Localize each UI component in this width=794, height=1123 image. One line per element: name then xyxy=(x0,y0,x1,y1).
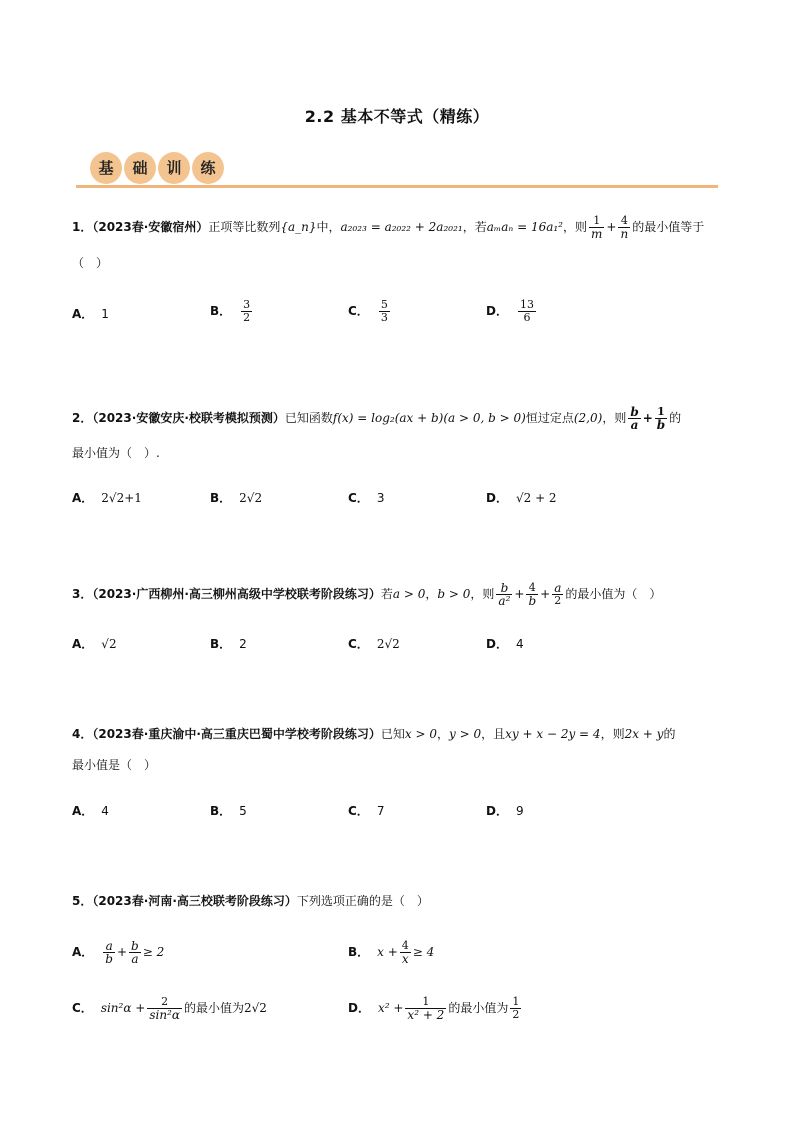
option-value: 7 xyxy=(376,804,385,818)
denominator: b xyxy=(528,594,537,608)
option-key: D． xyxy=(348,1001,370,1015)
numerator: 13 xyxy=(519,298,534,311)
q4-option-d[interactable] xyxy=(486,801,524,821)
q3-option-b[interactable] xyxy=(210,634,247,654)
option-key: D． xyxy=(486,637,508,651)
denominator: 2 xyxy=(243,311,251,324)
numerator: 1 xyxy=(589,215,604,228)
q3-option-d[interactable] xyxy=(486,634,524,654)
option-value: 3 xyxy=(376,491,385,505)
denominator: b xyxy=(105,952,113,966)
fraction xyxy=(552,582,563,607)
math-expr: xy + x − 2y = 4 xyxy=(505,727,601,741)
question-number: 2． xyxy=(72,411,93,425)
fraction xyxy=(589,215,604,240)
numerator: 5 xyxy=(380,298,388,311)
question-source: （2023春·河南·高三校联考阶段练习） xyxy=(92,894,297,908)
question-number: 5． xyxy=(72,894,93,908)
numerator: b xyxy=(131,939,139,953)
question-number: 3． xyxy=(72,587,93,601)
question-text: 中， xyxy=(316,220,341,234)
option-value: 2√2+1 xyxy=(101,491,142,505)
option-key: A． xyxy=(72,637,94,651)
numerator: a xyxy=(103,940,115,953)
q1-option-b[interactable] xyxy=(210,299,254,324)
option-value: 9 xyxy=(515,804,524,818)
option-key: A． xyxy=(72,945,94,959)
numerator: 1 xyxy=(405,996,446,1009)
question-5 xyxy=(72,891,722,911)
denominator: a xyxy=(630,418,639,432)
fraction xyxy=(379,299,390,324)
option-key: C． xyxy=(348,637,369,651)
question-number: 4． xyxy=(72,727,93,741)
fraction xyxy=(655,406,667,431)
numerator: b xyxy=(496,582,512,595)
question-text: 的最小值等于 xyxy=(632,220,705,234)
option-key: B． xyxy=(210,637,232,651)
option-key: C． xyxy=(348,491,369,505)
option-key: D． xyxy=(486,304,508,318)
q3-option-c[interactable] xyxy=(348,634,400,654)
q2-option-b[interactable] xyxy=(210,488,262,508)
fraction xyxy=(241,299,252,324)
q3-option-a[interactable] xyxy=(72,634,117,654)
numerator: 3 xyxy=(243,298,251,311)
question-text: 的 xyxy=(663,727,676,741)
math-expr: x > 0 xyxy=(404,727,437,741)
question-source: （2023·安徽安庆·校联考模拟预测） xyxy=(92,411,285,425)
fraction xyxy=(618,215,630,240)
math-expr: a > 0 xyxy=(392,587,426,601)
option-key: B． xyxy=(210,804,232,818)
plus-sign: + xyxy=(116,945,128,959)
fraction xyxy=(628,406,640,431)
banner-char-2: 础 xyxy=(124,152,156,184)
question-text: ， xyxy=(425,587,438,601)
option-key: C． xyxy=(72,1001,93,1015)
denominator: 2 xyxy=(512,1008,520,1021)
option-value: 2 xyxy=(239,637,247,651)
q5-option-d[interactable] xyxy=(348,996,523,1021)
math-expr: 2√2 xyxy=(243,1001,267,1015)
denominator: sin²α xyxy=(149,1008,180,1022)
option-key: C． xyxy=(348,304,369,318)
option-key: A． xyxy=(72,307,94,321)
banner-char-4: 练 xyxy=(192,152,224,184)
math-expr: a₂₀₂₃ = a₂₀₂₂ + 2a₂₀₂₁ xyxy=(340,220,463,234)
fraction xyxy=(103,940,115,965)
q5-option-c[interactable] xyxy=(72,996,267,1021)
numerator: 4 xyxy=(618,215,630,228)
plus-sign: + xyxy=(606,220,617,234)
option-key: A． xyxy=(72,804,94,818)
numerator: 1 xyxy=(512,995,520,1008)
denominator: 3 xyxy=(380,311,388,324)
question-text: 的最小值为（ ） xyxy=(565,587,662,601)
plus-sign: + xyxy=(514,587,525,601)
banner-char-1: 基 xyxy=(90,152,122,184)
question-text: ， xyxy=(437,727,450,741)
numerator: a xyxy=(554,581,562,595)
option-value: √2 + 2 xyxy=(515,491,557,505)
math-expr: sin²α + xyxy=(100,1001,146,1015)
denominator: a² xyxy=(498,594,511,608)
option-key: B． xyxy=(210,491,232,505)
fraction xyxy=(526,582,538,607)
denominator: x² + 2 xyxy=(407,1008,445,1022)
question-number: 1． xyxy=(72,220,93,234)
math-expr: ≥ 4 xyxy=(412,945,435,959)
question-1-paren: （ ） xyxy=(72,256,109,270)
question-text: ，且 xyxy=(481,727,506,741)
question-text: ，则 xyxy=(602,411,627,425)
fraction xyxy=(496,582,512,607)
question-1 xyxy=(72,215,722,240)
banner-char-3: 训 xyxy=(158,152,190,184)
denominator: a xyxy=(131,952,139,966)
document-title: 2.2 基本不等式（精练） xyxy=(304,107,490,126)
option-key: A． xyxy=(72,491,94,505)
math-expr: x + xyxy=(377,945,398,959)
math-expr: {a_n} xyxy=(280,220,317,234)
question-text: ，则 xyxy=(470,587,495,601)
question-4-line2: 最小值是（ ） xyxy=(72,758,157,772)
q1-option-c[interactable] xyxy=(348,299,392,324)
denominator: b xyxy=(656,418,666,432)
option-key: D． xyxy=(486,804,508,818)
fraction xyxy=(129,940,141,965)
fraction xyxy=(147,996,182,1021)
question-text: 恒过定点 xyxy=(525,411,574,425)
q2-option-c[interactable] xyxy=(348,488,384,508)
denominator: 6 xyxy=(523,311,531,324)
option-value: 4 xyxy=(101,804,109,818)
option-value: √2 xyxy=(101,637,117,651)
option-key: D． xyxy=(486,491,508,505)
question-source: （2023春·重庆渝中·高三重庆巴蜀中学校考阶段练习） xyxy=(92,727,381,741)
question-source: （2023·广西柳州·高三柳州高级中学校联考阶段练习） xyxy=(92,587,381,601)
denominator: x xyxy=(401,952,409,966)
q4-option-c[interactable] xyxy=(348,801,384,821)
numerator: 1 xyxy=(655,406,667,419)
numerator: 2 xyxy=(147,996,182,1009)
numerator: 4 xyxy=(526,582,538,595)
option-value: 2√2 xyxy=(376,637,400,651)
fraction xyxy=(518,299,536,324)
option-key: C． xyxy=(348,804,369,818)
question-text: 下列选项正确的是（ ） xyxy=(296,894,429,908)
q1-option-d[interactable] xyxy=(486,299,538,324)
q2-option-a[interactable] xyxy=(72,488,142,508)
q5-option-b[interactable] xyxy=(348,940,434,965)
question-text: 的 xyxy=(669,411,682,425)
question-text: 的最小值为 xyxy=(183,1001,244,1015)
option-value: 1 xyxy=(101,307,109,321)
option-value: 2√2 xyxy=(239,491,263,505)
question-2 xyxy=(72,406,722,431)
option-key: B． xyxy=(348,945,370,959)
fraction xyxy=(400,940,411,965)
option-value: 5 xyxy=(239,804,247,818)
q2-option-d[interactable] xyxy=(486,488,557,508)
question-text: ，则 xyxy=(600,727,625,741)
denominator: 2 xyxy=(554,594,562,607)
question-text: 的最小值为 xyxy=(448,1001,509,1015)
question-2-line2: 最小值为（ ）. xyxy=(72,446,160,460)
q4-option-a[interactable] xyxy=(72,801,109,821)
question-text: 若 xyxy=(380,587,393,601)
denominator: m xyxy=(591,227,603,241)
fraction xyxy=(510,996,521,1021)
math-expr: x² + xyxy=(377,1001,404,1015)
question-text: 已知函数 xyxy=(284,411,333,425)
math-expr: b > 0 xyxy=(437,587,471,601)
question-source: （2023春·安徽宿州） xyxy=(92,220,209,234)
question-text: ，若 xyxy=(462,220,487,234)
math-expr: 2x + y xyxy=(624,727,664,741)
section-divider xyxy=(76,185,718,188)
plus-sign: + xyxy=(642,411,653,425)
question-text: 已知 xyxy=(380,727,405,741)
math-expr: y > 0 xyxy=(449,727,482,741)
question-text: ，则 xyxy=(563,220,588,234)
question-4 xyxy=(72,724,722,744)
q5-option-a[interactable] xyxy=(72,940,164,965)
question-3 xyxy=(72,582,722,607)
math-expr: aₘaₙ = 16a₁² xyxy=(486,220,563,234)
math-expr: ≥ 2 xyxy=(142,945,165,959)
option-value: 4 xyxy=(515,637,524,651)
numerator: 4 xyxy=(401,939,409,952)
question-text: 正项等比数列 xyxy=(208,220,281,234)
math-expr: f(x) = log₂(ax + b)(a > 0, b > 0) xyxy=(332,411,526,425)
fraction xyxy=(405,996,446,1021)
q1-option-a[interactable] xyxy=(72,304,109,324)
plus-sign: + xyxy=(540,587,551,601)
q4-option-b[interactable] xyxy=(210,801,247,821)
numerator: b xyxy=(630,405,639,419)
option-key: B． xyxy=(210,304,232,318)
denominator: n xyxy=(620,227,629,241)
math-expr: (2,0) xyxy=(573,411,603,425)
